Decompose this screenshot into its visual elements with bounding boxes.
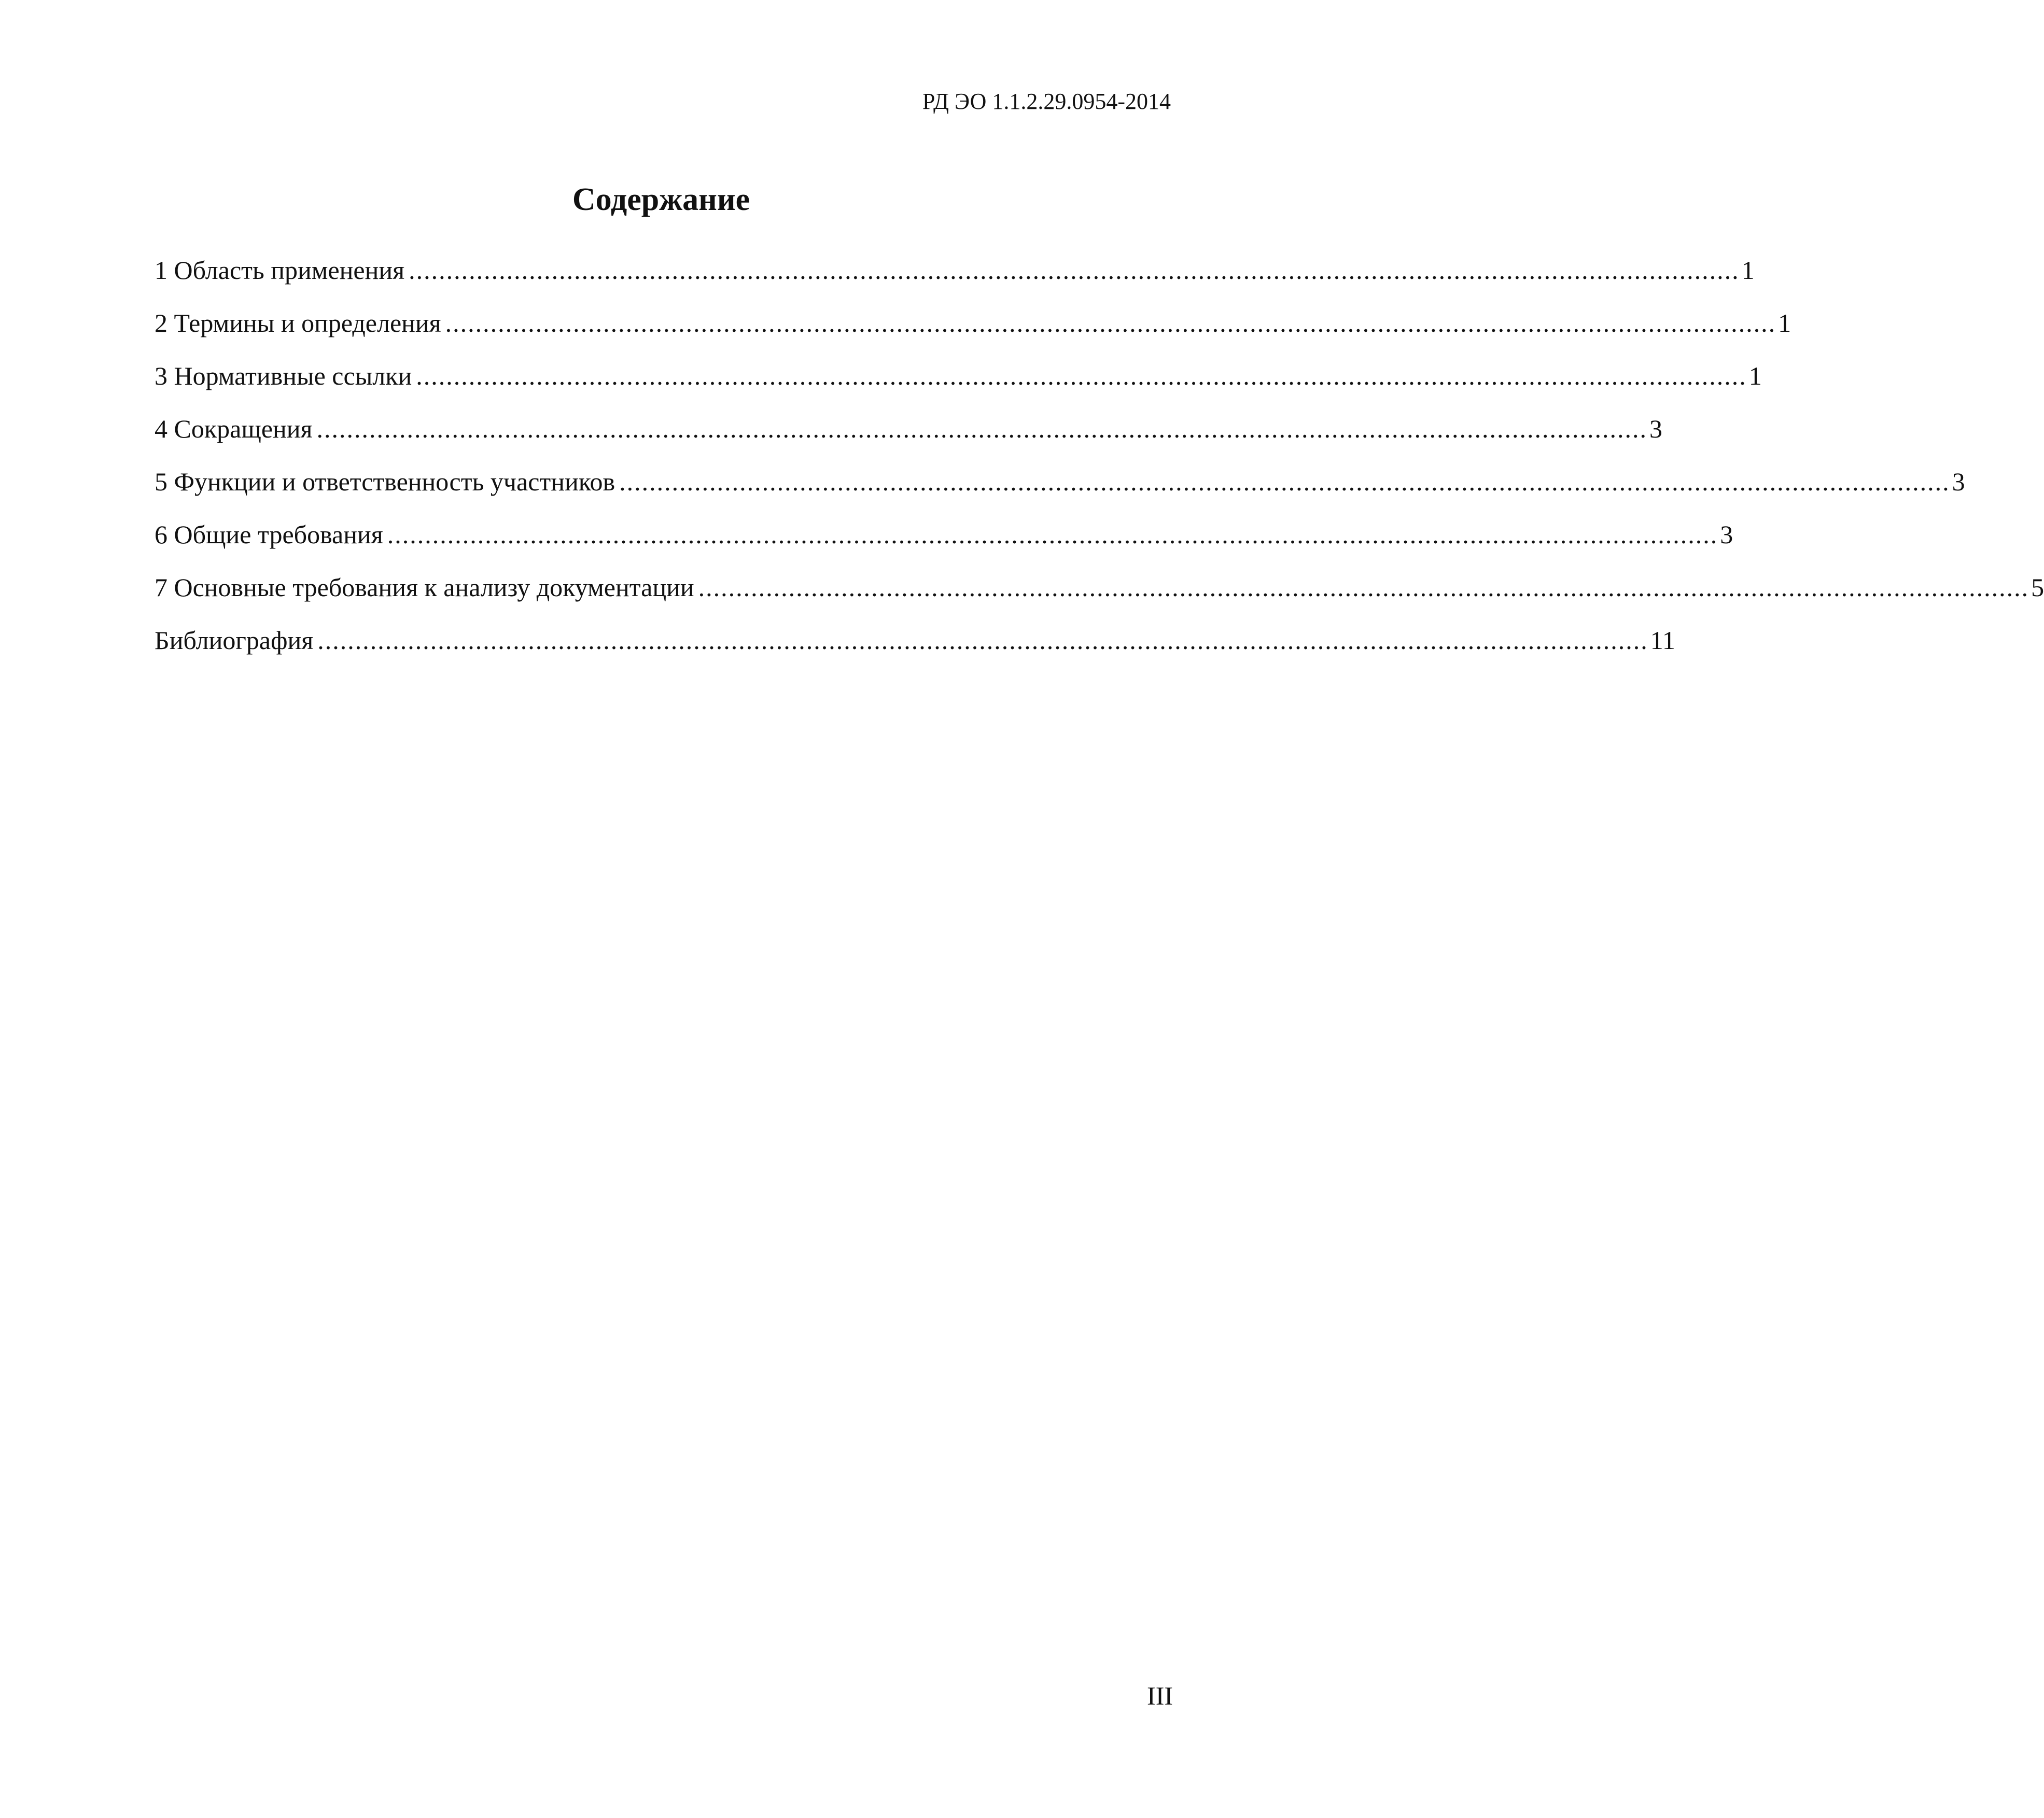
toc-item-abbreviations[interactable] [155,413,1663,466]
table-of-contents [155,255,2044,678]
toc-dot-leader: ................................................................................................................................................................................. [416,361,1747,390]
toc-item-page: 1 [1748,361,1762,390]
toc-dot-leader: ................................................................................................................................................................................. [619,467,1950,496]
toc-item-label: Библиография [155,626,314,655]
toc-item-general-requirements[interactable] [155,519,1733,572]
toc-item-terms[interactable] [155,307,1791,360]
toc-item-label: 4 Сокращения [155,414,313,443]
toc-item-label: 2 Термины и определения [155,308,441,337]
toc-item-main-requirements[interactable] [155,572,2044,625]
toc-item-label: 6 Общие требования [155,520,383,549]
toc-item-label: 5 Функции и ответственность участников [155,467,615,496]
toc-item-references[interactable] [155,360,1762,413]
toc-item-page: 3 [1952,467,1965,496]
toc-item-label: 7 Основные требования к анализу документации [155,573,694,602]
toc-item-bibliography[interactable] [155,625,1675,678]
toc-item-scope[interactable] [155,255,1755,307]
toc-item-page: 1 [1778,308,1791,337]
toc-item-page: 3 [1649,414,1663,443]
toc-item-functions[interactable] [155,466,1965,519]
toc-item-page: 3 [1720,520,1733,549]
document-code: РД ЭО 1.1.2.29.0954-2014 [922,89,1171,114]
toc-item-label: 1 Область применения [155,256,405,285]
toc-dot-leader: ................................................................................................................................................................................. [409,256,1740,285]
toc-dot-leader: ................................................................................................................................................................................. [317,626,1648,655]
toc-item-page: 11 [1650,626,1675,655]
toc-item-page: 1 [1741,256,1755,285]
toc-item-label: 3 Нормативные ссылки [155,361,412,390]
toc-dot-leader: ................................................................................................................................................................................. [387,520,1718,549]
toc-dot-leader: ................................................................................................................................................................................. [698,573,2029,602]
page-number: III [1147,1681,1173,1710]
page-title: Содержание [572,182,750,217]
toc-item-page: 5 [2031,573,2044,602]
toc-dot-leader: ................................................................................................................................................................................. [316,414,1648,443]
toc-dot-leader: ................................................................................................................................................................................. [445,308,1776,337]
